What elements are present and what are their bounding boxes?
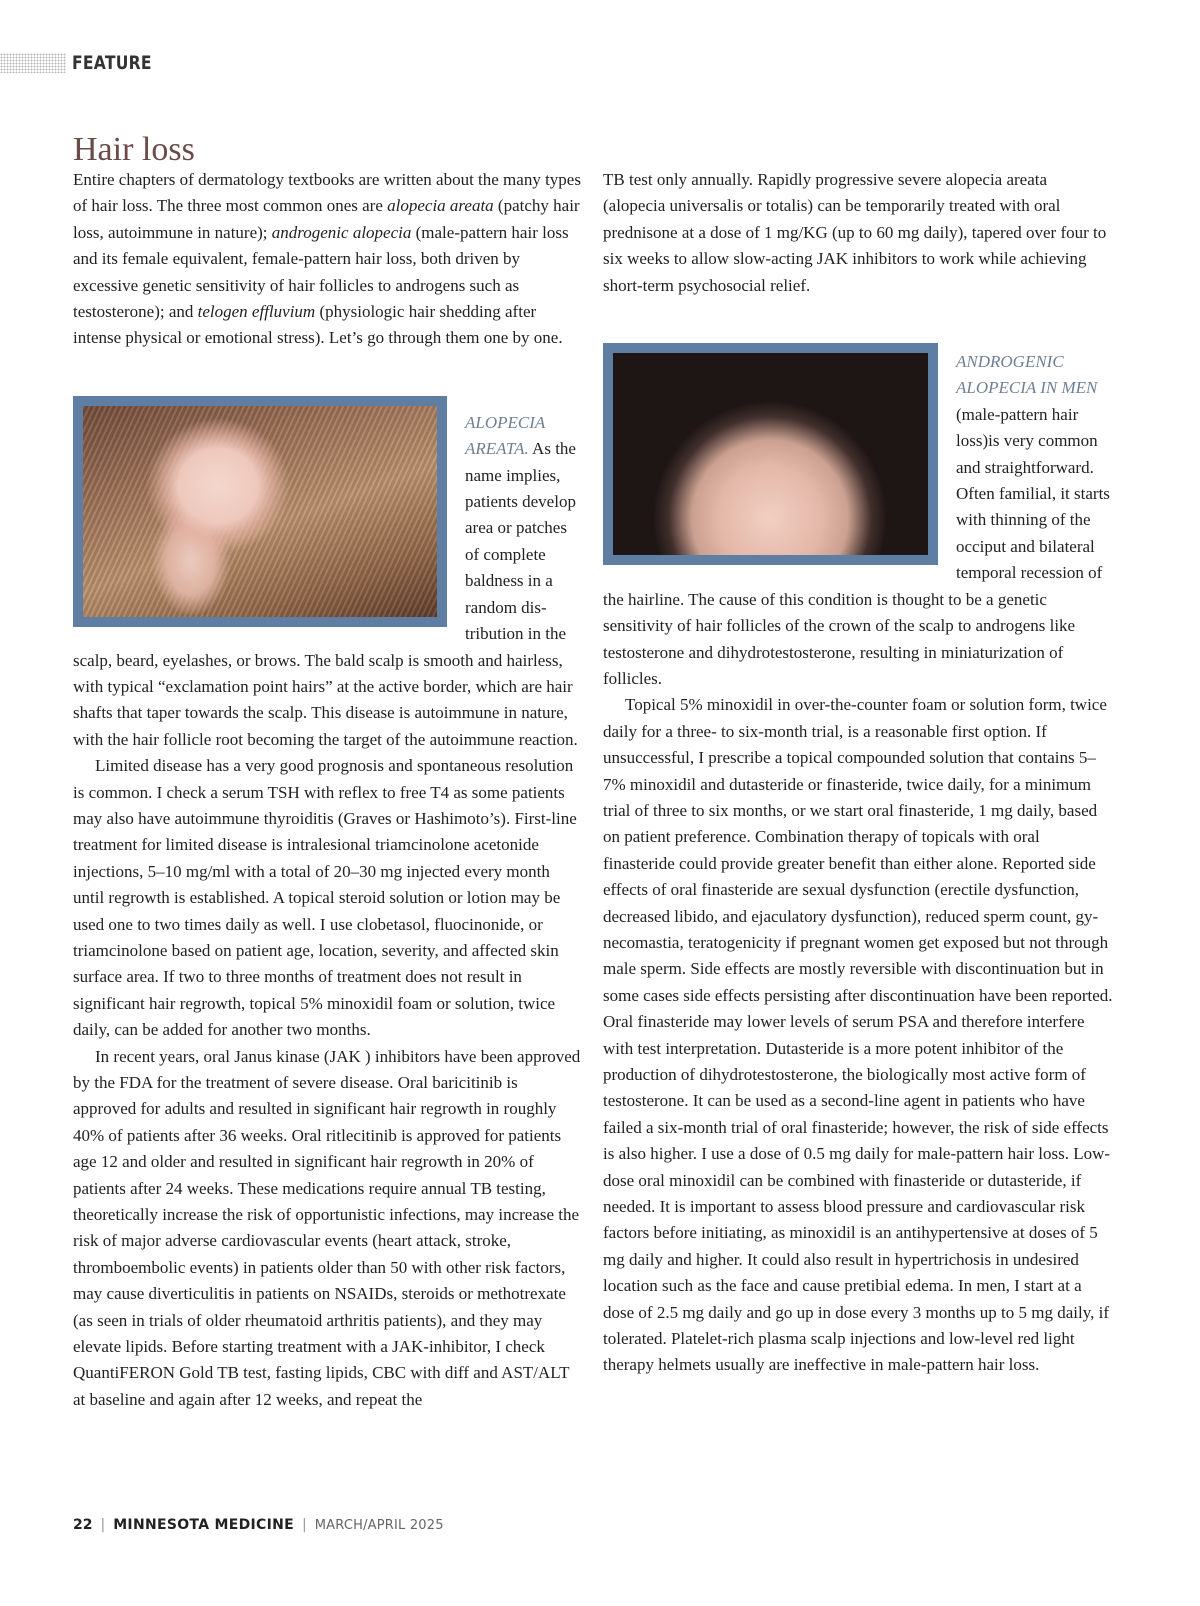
footer-separator: | — [100, 1517, 106, 1533]
section-label: FEATURE — [72, 52, 152, 74]
patchy-bald-scalp-image — [83, 406, 437, 617]
article-title: Hair loss — [73, 131, 195, 168]
jak-continuation-paragraph: TB test only annually. Rapidly progressive severe alopecia areata (alopecia universalis or totalis) can be temporarily treated with oral prednisone at a dose of 1 mg/KG (up to 60 mg daily), tapered over four to six weeks to allow slow-acting JAK inhibitors to work while achieving short-term psychosocial relief. — [603, 170, 1107, 295]
intro-text: (male-pattern hair loss and its female equivalent, female-pattern hair loss, both driven by excessive genetic sensitivity of hair follicles to androgens such as testosterone); and — [73, 222, 569, 322]
alopecia-areata-text: As the name implies, patients develop area or patches of complete baldness in a random distribution in the scalp, beard, eyelashes, or brows. The bald scalp is smooth and hairless, with typical “exclamation point hairs” at the active border, which are hair shafts that taper towards the scalp. This disease is autoimmune in nature, with the hair follicle root becoming the target of the autoimmune reaction. — [73, 439, 578, 749]
balding-crown-image — [613, 353, 928, 555]
intro-text: (physiologic hair shedding after intense physical or emotional stress). Let’s go through them one by one. — [73, 302, 563, 348]
androgenic-alopecia-caption: ANDROGENIC ALOPECIA IN MEN — [956, 352, 1098, 398]
jak-inhibitors-paragraph: In recent years, oral Janus kinase (JAK ) inhibitors have been approved by the FDA for the treatment of severe disease. Oral baricitinib is approved for adults and resulted in significant hair regrowth in roughly 40% of patients after 36 weeks. Oral ritlecitinib is approved for patients age 12 and older and resulted in significant hair regrowth in 20% of patients after 24 weeks. These medications require annual TB testing, theoretically increase the risk of opportunistic infections, may increase the risk of major adverse cardiovascular events (heart attack, stroke, thromboembolic events) in patients older than 50 with other risk factors, may cause diverticulitis in patients on NSAIDs, steroids or methotrexate (as seen in trials of older rheumatoid arthritis patients), and they may elevate lipids. Before starting treatment with a JAK-inhibitor, I check QuantiFERON Gold TB test, fasting lipids, CBC with diff and AST/ALT at baseline and again after 12 weeks, and repeat the — [73, 1046, 581, 1409]
term-telogen-effluvium: telogen effluvium — [197, 302, 316, 322]
header-dot-pattern — [0, 53, 66, 73]
androgenic-alopecia-photo — [603, 343, 938, 565]
minoxidil-treatment-paragraph: Topical 5% minoxidil in over-the-counter foam or solution form, twice daily for a three- to six-month trial, is a reasonable first option. If unsuccessful, I prescribe a topical compounded solution that contains 5–7% minoxidil and dutasteride or finasteride, twice daily, for a minimum trial of three to six months, or we start oral finasteride, 1 mg daily, based on patient preference. Combination therapy of topicals with oral finasteride could provide greater benefit than either alone. Reported side effects of oral finasteride are sexual dysfunction (erectile dysfunction, decreased libido, and ejaculatory dysfunction), reduced sperm count, gynecomastia, teratogenicity if pregnant women get exposed but not through male sperm. Side effects are mostly reversible with discontinuation but in some cases side effects persisting after discontinuation have been reported. Oral finasteride may lower levels of serum PSA and therefore interfere with test interpretation. Dutasteride is a more potent inhibitor of the production of dihydrotestosterone, the biologically most active form of testosterone. It can be used as a second-line agent in patients who have failed a six-month trial of oral finasteride; however, the risk of side effects is also higher. I use a dose of 0.5 mg daily for male-pattern hair loss. Low-dose oral minoxidil can be combined with finasteride or dutasteride, if needed. It is important to assess blood pressure and cardiovascular risk factors before initiating, as minoxidil is an antihypertensive at doses of 5 mg daily and higher. It could also result in hypertrichosis in undesired location such as the face and cause pretibial edema. In men, I start at a dose of 2.5 mg daily and go up in dose every 3 months up to 5 mg daily, if tolerated. Platelet-rich plasma scalp injections and low-level red light therapy helmets usually are ineffective in male-pattern hair loss. — [603, 695, 1113, 1375]
left-column — [73, 167, 583, 1537]
issue-date: MARCH/APRIL 2025 — [314, 1517, 444, 1533]
section-header — [0, 48, 300, 78]
intro-text: (patchy hair loss, autoimmune in nature); — [73, 196, 580, 242]
androgenic-alopecia-text: (male-pattern hair loss)is very common and straightforward. Often familial, it starts with thinning of the occiput and bilateral temporal recession of the hairline. The cause of this condition is thought to be a genetic sensitivity of hair follicles of the crown of the scalp to androgens like testosterone and dihydrotestosterone, resulting in miniaturization of follicles. — [603, 404, 1110, 688]
term-alopecia-areata: alopecia areata — [387, 196, 494, 216]
page-footer — [73, 1513, 444, 1537]
intro-paragraph — [73, 167, 583, 352]
right-column — [603, 167, 1113, 1537]
intro-text: Entire chapters of dermatology textbooks are written about the many types of hair loss. The three most common ones are — [73, 170, 581, 216]
footer-separator: | — [302, 1517, 307, 1533]
magazine-name: MINNESOTA MEDICINE — [113, 1517, 294, 1533]
alopecia-areata-caption: ALOPECIA AREATA. — [465, 412, 545, 459]
alopecia-areata-photo — [73, 396, 447, 627]
limited-disease-paragraph: Limited disease has a very good prognosis and spontaneous resolution is common. I check a serum TSH with reflex to free T4 as some patients may also have autoimmune thyroiditis (Graves or Hashimoto’s). First-line treatment for limited disease is intralesional triamcinolone acetonide injections, 5–10 mg/ml with a total of 20–30 mg injected every month until regrowth is established. A topical steroid solution or lotion may be used one to two times daily as well. I use clobetasol, fluocinonide, or triamcinolone based on patient age, location, severity, and affected skin surface area. If two to three months of treatment does not result in significant hair regrowth, topical 5% minoxidil foam or solution, twice daily, can be added for another two months. — [73, 756, 577, 1040]
term-androgenic-alopecia: androgenic alopecia — [271, 222, 412, 242]
page-number: 22 — [73, 1517, 93, 1533]
